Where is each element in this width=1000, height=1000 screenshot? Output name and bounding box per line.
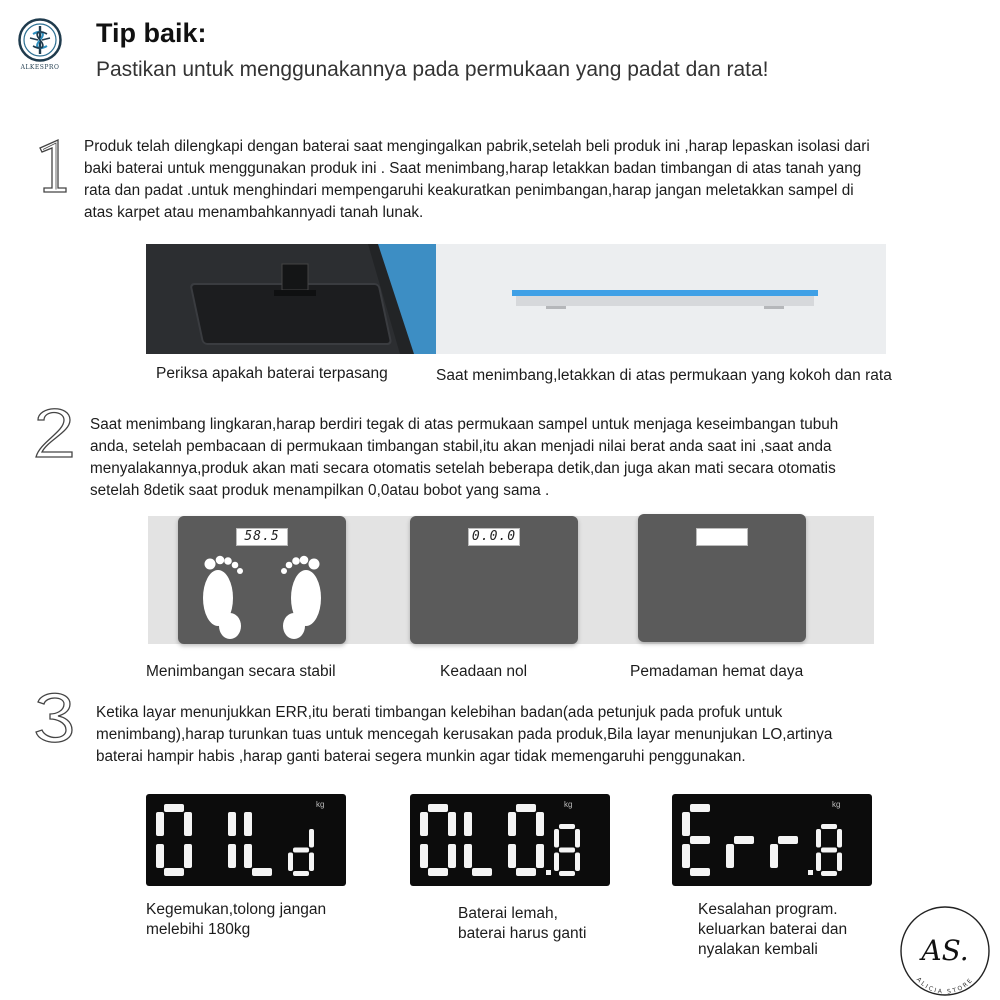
caption-line: melebihi 180kg bbox=[146, 921, 251, 938]
scale-power-off bbox=[638, 514, 806, 642]
lcd-segment bbox=[575, 829, 580, 848]
lcd-low-battery-display bbox=[410, 794, 610, 886]
lcd-segment bbox=[559, 824, 575, 829]
caption-line: Baterai lemah, bbox=[458, 905, 558, 922]
lcd-segment bbox=[690, 868, 710, 876]
scale-display-zero: 0.0.0 bbox=[468, 528, 520, 546]
section-3-line: Ketika layar menunjukkan ERR,itu berati timbangan kelebihan badan(ada petunjuk pada profuk untuk bbox=[96, 704, 783, 721]
section-2-line: menyalakannya,produk akan mati secara otomatis setelah beberapa detik,dan juga akan mati secara otomatis bbox=[90, 460, 836, 477]
page-title: Tip baik: bbox=[96, 18, 207, 48]
caption-zero-state: Keadaan nol bbox=[440, 663, 528, 680]
lcd-segment bbox=[516, 868, 536, 876]
section-2-line: setelah 8detik saat produk menampilkan 0,0atau bobot yang sama . bbox=[90, 482, 550, 499]
lcd-segment bbox=[309, 829, 314, 848]
lcd-segment bbox=[682, 844, 690, 868]
caption-low-battery bbox=[458, 904, 586, 944]
lcd-segment bbox=[690, 836, 710, 844]
brand-logo-text: ALKESPRO bbox=[20, 64, 60, 71]
caption-power-saving: Pemadaman hemat daya bbox=[630, 663, 804, 680]
lcd-segment bbox=[821, 871, 837, 876]
lcd-segment bbox=[184, 812, 192, 836]
lcd-segment bbox=[575, 853, 580, 872]
lcd-segment bbox=[252, 868, 272, 876]
caption-battery-check: Periksa apakah baterai terpasang bbox=[156, 365, 388, 382]
signature-initials: AS. bbox=[921, 934, 969, 967]
section-1-text bbox=[84, 136, 870, 224]
footprints-icon bbox=[196, 538, 328, 642]
section-2-line: Saat menimbang lingkaran,harap berdiri tegak di atas permukaan sampel untuk menjaga keseimbangan tubuh bbox=[90, 416, 839, 433]
step-number-3 bbox=[32, 688, 76, 746]
lcd-segment bbox=[164, 868, 184, 876]
section-3-line: baterai hampir habis ,harap ganti baterai segera munkin agar tidak memengaruhi penggunakan. bbox=[96, 748, 746, 765]
lcd-segment bbox=[293, 848, 309, 853]
lcd-segment bbox=[448, 844, 456, 868]
lcd-segment bbox=[816, 853, 821, 872]
lcd-segment bbox=[464, 812, 472, 836]
lcd-segment bbox=[156, 812, 164, 836]
lcd-segment bbox=[508, 812, 516, 836]
section-1-line: baki baterai untuk menggunakan produk ini . Saat menimbang,harap letakkan badan timbangan di atas tanah yang bbox=[84, 160, 862, 177]
lcd-segment bbox=[420, 812, 428, 836]
scale-weighing bbox=[178, 516, 346, 644]
step-number-2 bbox=[32, 402, 76, 460]
caption-line: nyalakan kembali bbox=[698, 941, 818, 958]
lcd-error-display bbox=[672, 794, 872, 886]
lcd-segment bbox=[228, 812, 236, 836]
scale-zero bbox=[410, 516, 578, 644]
lcd-segment bbox=[244, 844, 252, 868]
caption-stable-weighing: Menimbangan secara stabil bbox=[146, 663, 336, 680]
lcd-unit-label: kg bbox=[316, 800, 325, 809]
caption-line: Kesalahan program. bbox=[698, 901, 838, 918]
lcd-overload-display bbox=[146, 794, 346, 886]
lcd-segment bbox=[726, 844, 734, 868]
lcd-unit-label: kg bbox=[564, 800, 573, 809]
lcd-segment bbox=[420, 844, 428, 868]
lcd-segment bbox=[734, 836, 754, 844]
lcd-decimal-point bbox=[546, 870, 551, 875]
scale-on-flat-surface-photo bbox=[436, 244, 886, 354]
lcd-segment bbox=[309, 853, 314, 872]
lcd-segment bbox=[536, 812, 544, 836]
lcd-decimal-point bbox=[808, 870, 813, 875]
scale-display-blank bbox=[696, 528, 748, 546]
lcd-segment bbox=[228, 844, 236, 868]
section-3-text bbox=[96, 702, 832, 768]
lcd-segment bbox=[508, 844, 516, 868]
caption-overload bbox=[146, 900, 326, 940]
lcd-segment bbox=[244, 812, 252, 836]
lcd-segment bbox=[472, 868, 492, 876]
battery-tray-photo bbox=[146, 244, 436, 354]
lcd-segment bbox=[837, 829, 842, 848]
lcd-segment bbox=[821, 848, 837, 853]
section-3-line: menimbang),harap turunkan tuas untuk mencegah kerusakan pada produk,Bila layar menunjukan LO,artinya bbox=[96, 726, 833, 743]
lcd-segment bbox=[778, 836, 798, 844]
lcd-segment bbox=[536, 844, 544, 868]
lcd-segment bbox=[164, 804, 184, 812]
lcd-segment bbox=[293, 871, 309, 876]
lcd-segment bbox=[464, 844, 472, 868]
caption-line: baterai harus ganti bbox=[458, 925, 587, 942]
caption-flat-surface: Saat menimbang,letakkan di atas permukaan yang kokoh dan rata bbox=[436, 367, 892, 384]
scale-display-weight: 58.5 bbox=[236, 528, 288, 546]
lcd-segment bbox=[516, 804, 536, 812]
lcd-segment bbox=[554, 853, 559, 872]
section-1-line: Produk telah dilengkapi dengan baterai saat mengingalkan pabrik,setelah beli produk ini ,harap lepaskan isolasi dari bbox=[84, 138, 870, 155]
lcd-segment bbox=[448, 812, 456, 836]
section-1-line: atas karpet atau menambahkannyadi tanah lunak. bbox=[84, 204, 424, 221]
lcd-segment bbox=[837, 853, 842, 872]
lcd-segment bbox=[428, 804, 448, 812]
step-number-1 bbox=[32, 136, 76, 194]
lcd-segment bbox=[428, 868, 448, 876]
lcd-segment bbox=[821, 824, 837, 829]
lcd-unit-label: kg bbox=[832, 800, 841, 809]
lcd-segment bbox=[770, 844, 778, 868]
lcd-segment bbox=[554, 829, 559, 848]
caption-line: keluarkan baterai dan bbox=[698, 921, 848, 938]
caduceus-icon bbox=[18, 18, 62, 62]
lcd-segment bbox=[559, 871, 575, 876]
lcd-segment bbox=[682, 812, 690, 836]
section-1-line: rata dan padat .untuk menghindari mempengaruhi keakuratkan penimbangan,harap jangan meletakkan sampel di bbox=[84, 182, 854, 199]
lcd-segment bbox=[184, 844, 192, 868]
caption-error bbox=[698, 900, 847, 960]
section-2-line: anda, setelah pembacaan di permukaan timbangan stabil,itu akan menjadi nilai berat anda saat ini ,saat anda bbox=[90, 438, 832, 455]
lcd-segment bbox=[559, 848, 575, 853]
page-subtitle: Pastikan untuk menggunakannya pada permukaan yang padat dan rata! bbox=[96, 58, 769, 81]
caption-line: Kegemukan,tolong jangan bbox=[146, 901, 327, 918]
brand-logo bbox=[14, 18, 66, 82]
section-2-text bbox=[90, 414, 838, 502]
signature-store-name: ALICIA STORE bbox=[914, 976, 976, 996]
lcd-segment bbox=[156, 844, 164, 868]
lcd-segment bbox=[690, 804, 710, 812]
store-signature-seal bbox=[898, 904, 992, 998]
lcd-segment bbox=[288, 853, 293, 872]
lcd-segment bbox=[816, 829, 821, 848]
